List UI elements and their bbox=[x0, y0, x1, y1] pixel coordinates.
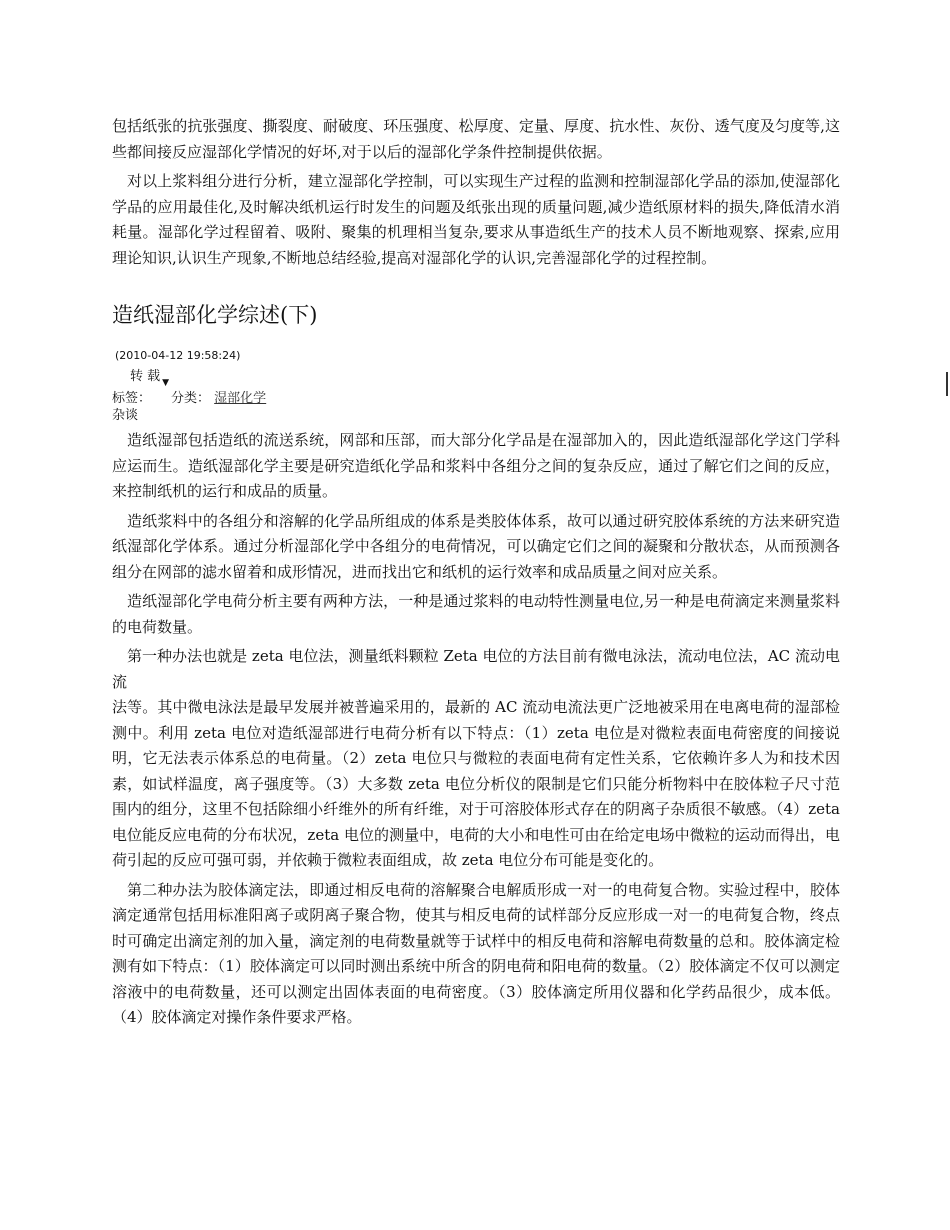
intro-paragraph-2: 对以上浆料组分进行分析，建立湿部化学控制，可以实现生产过程的监测和控制湿部化学品的添加,使湿部化学品的应用最佳化,及时解决纸机运行时发生的问题及纸张出现的质量问题,减少造纸原材料的损失,降低清水消耗量。湿部化学过程留着、吸附、聚集的机理相当复杂,要求从事造纸生产的技术人员不断地观察、探索,应用理论知识,认识生产现象,不断地总结经验,提高对湿部化学的认识,完善湿部化学的过程控制。 bbox=[112, 172, 840, 267]
repost-label-row[interactable] bbox=[130, 369, 840, 386]
tag-misc: 杂谈 bbox=[112, 408, 139, 423]
tags-label: 标签： bbox=[112, 391, 152, 406]
category-label: 分类： bbox=[171, 391, 211, 406]
intro-paragraph-1: 包括纸张的抗张强度、撕裂度、耐破度、环压强度、松厚度、定量、厚度、抗水性、灰份、透气度及匀度等,这些都间接反应湿部化学情况的好坏,对于以后的湿部化学条件控制提供依据。 bbox=[112, 117, 840, 161]
body-paragraph: 第二种办法为胶体滴定法，即通过相反电荷的溶解聚合电解质形成一对一的电荷复合物。实验过程中，胶体滴定通常包括用标准阳离子或阴离子聚合物，使其与相反电荷的试样部分反应形成一对一的电荷复合物，终点时可确定出滴定剂的加入量，滴定剂的电荷数量就等于试样中的相反电荷和溶解电荷数量的总和。胶体滴定检测有如下特点：（1）胶体滴定可以同时测出系统中所含的阴电荷和阳电荷的数量。（2）胶体滴定不仅可以测定溶液中的电荷数量，还可以测定出固体表面的电荷密度。（3）胶体滴定所用仪器和化学药品很少，成本低。（4）胶体滴定对操作条件要求严格。 bbox=[112, 880, 840, 1026]
body-paragraph: 造纸湿部化学电荷分析主要有两种方法，一种是通过浆料的电动特性测量电位,另一种是电荷滴定来测量浆料的电荷数量。 bbox=[112, 592, 840, 636]
body-paragraph: 造纸浆料中的各组分和溶解的化学品所组成的体系是类胶体体系，故可以通过研究胶体系统的方法来研究造纸湿部化学体系。通过分析湿部化学中各组分的电荷情况，可以确定它们之间的凝聚和分散状态，从而预测各组分在网部的滤水留着和成形情况，进而找出它和纸机的运行效率和成品质量之间对应关系。 bbox=[112, 511, 840, 581]
dropdown-arrow-icon[interactable]: ▼ bbox=[162, 378, 170, 388]
document-body bbox=[112, 114, 840, 1035]
article-meta bbox=[112, 390, 840, 407]
repost-label: 转 载 bbox=[130, 369, 161, 384]
body-paragraph: 第一种办法也就是 zeta 电位法，测量纸料颗粒 Zeta 电位的方法目前有微电泳法，流动电位法，AC 流动电流 bbox=[112, 647, 840, 691]
body-paragraph: 法等。其中微电泳法是最早发展并被普遍采用的，最新的 AC 流动电流法更广泛地被采用在电离电荷的湿部检测中。利用 zeta 电位对造纸湿部进行电荷分析有以下特点：（1）zeta 电位是对微粒表面电荷密度的间接说明，它无法表示体系总的电荷量。（2）zeta 电位只与微粒的表面电荷有定性关系，它依赖许多人为和技术因素，如试样温度，离子强度等。（3）大多数 zeta 电位分析仪的限制是它们只能分析物料中在胶体粒子尺寸范围内的组分，这里不包括除细小纤维外的所有纤维，对于可溶胶体形式存在的阴离子杂质很不敏感。（4）zeta 电位能反应电荷的分布状况，zeta 电位的测量中，电荷的大小和电性可由在给定电场中微粒的运动而得出，电荷引起的反应可强可弱，并依赖于微粒表面组成，故 zeta 电位分布可能是变化的。 bbox=[112, 698, 840, 869]
body-paragraph: 造纸湿部包括造纸的流送系统，网部和压部，而大部分化学品是在湿部加入的，因此造纸湿部化学这门学科应运而生。造纸湿部化学主要是研究造纸化学品和浆料中各组分之间的复杂反应，通过了解它们之间的反应，来控制纸机的运行和成品的质量。 bbox=[112, 431, 840, 500]
scrollbar-edge bbox=[946, 372, 948, 396]
article-date: (2010-04-12 19:58:24) bbox=[115, 349, 241, 362]
article-title: 造纸湿部化学综述(下) bbox=[112, 303, 318, 327]
category-link[interactable]: 湿部化学 bbox=[214, 391, 267, 406]
